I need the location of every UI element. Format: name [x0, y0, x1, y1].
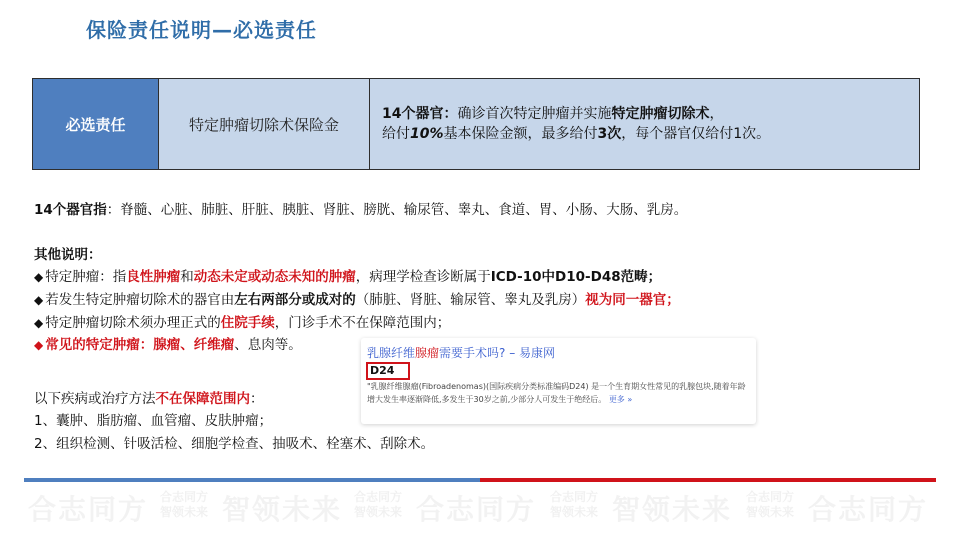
watermark-small: 合志同方 智领未来 — [353, 490, 402, 519]
organs-line: 14个器官指：脊髓、心脏、肺脏、肝脏、胰脏、肾脏、膀胱、输尿管、睾丸、食道、胃、小肠、大肠、乳房。 — [34, 202, 688, 218]
search-result-link[interactable]: 乳腺纤维腺瘤需要手术吗? – 易康网 — [367, 346, 556, 360]
bullet-icon: ◆ — [34, 338, 44, 352]
more-link[interactable]: 更多 » — [608, 395, 633, 404]
watermark-text: 合志同方 — [28, 493, 149, 526]
footer-divider — [24, 478, 936, 482]
benefit-name-cell: 特定肿瘤切除术保险金 — [159, 79, 370, 169]
watermark-text: 合志同方 — [808, 493, 929, 526]
exclusion-intro: 以下疾病或治疗方法不在保障范围内： — [34, 391, 264, 407]
other-heading: 其他说明： — [34, 247, 102, 263]
watermark-text: 智领未来 — [222, 493, 343, 526]
watermark-text: 智领未来 — [612, 493, 733, 526]
bullet-icon: ◆ — [34, 270, 44, 284]
watermark-small: 合志同方 智领未来 — [159, 490, 208, 519]
exclusion-item-1: 1、囊肿、脂肪瘤、血管瘤、皮肤肿瘤； — [34, 413, 273, 429]
note-line-1: ◆ 特定肿瘤：指良性肿瘤和动态未定或动态未知的肿瘤，病理学检查诊断属于ICD-10中D10-D48范畴； — [34, 269, 662, 285]
page-title: 保险责任说明—必选责任 — [86, 18, 317, 42]
note-line-3: ◆ 特定肿瘤切除术须办理正式的住院手续，门诊手术不在保障范围内； — [34, 315, 451, 331]
exclusion-item-2: 2、组织检测、针吸活检、细胞学检查、抽吸术、栓塞术、刮除术。 — [34, 436, 435, 452]
note-line-4: ◆ 常见的特定肿瘤：腺瘤、纤维瘤、息肉等。 — [34, 337, 302, 353]
benefit-detail-line1: 14个器官：确诊首次特定肿瘤并实施特定肿瘤切除术， — [382, 106, 724, 122]
bullet-icon: ◆ — [34, 293, 44, 307]
benefit-detail-cell — [370, 79, 919, 169]
watermark-small: 合志同方 智领未来 — [745, 490, 794, 519]
search-result-card — [361, 338, 756, 424]
coverage-table — [32, 78, 920, 170]
icd-code-highlight: D24 — [366, 362, 410, 380]
search-result-snippet: "乳腺纤维腺瘤(Fibroadenomas)(国际疾病分类标准编码D24) 是一个生育期女性常见的乳腺包块,随着年龄增大发生率逐渐降低,多发生于30岁之前,少部分人可发生于绝经后。 更多 » — [367, 382, 746, 404]
benefit-detail-line2: 给付10%基本保险金额，最多给付3次，每个器官仅给付1次。 — [382, 126, 771, 142]
watermark-small: 合志同方 智领未来 — [549, 490, 598, 519]
note-line-2: ◆ 若发生特定肿瘤切除术的器官由左右两部分或成对的（肺脏、肾脏、输尿管、睾丸及乳房）视为同一器官； — [34, 292, 680, 308]
watermark-text: 合志同方 — [416, 493, 537, 526]
bullet-icon: ◆ — [34, 316, 44, 330]
coverage-type-cell: 必选责任 — [33, 79, 159, 169]
